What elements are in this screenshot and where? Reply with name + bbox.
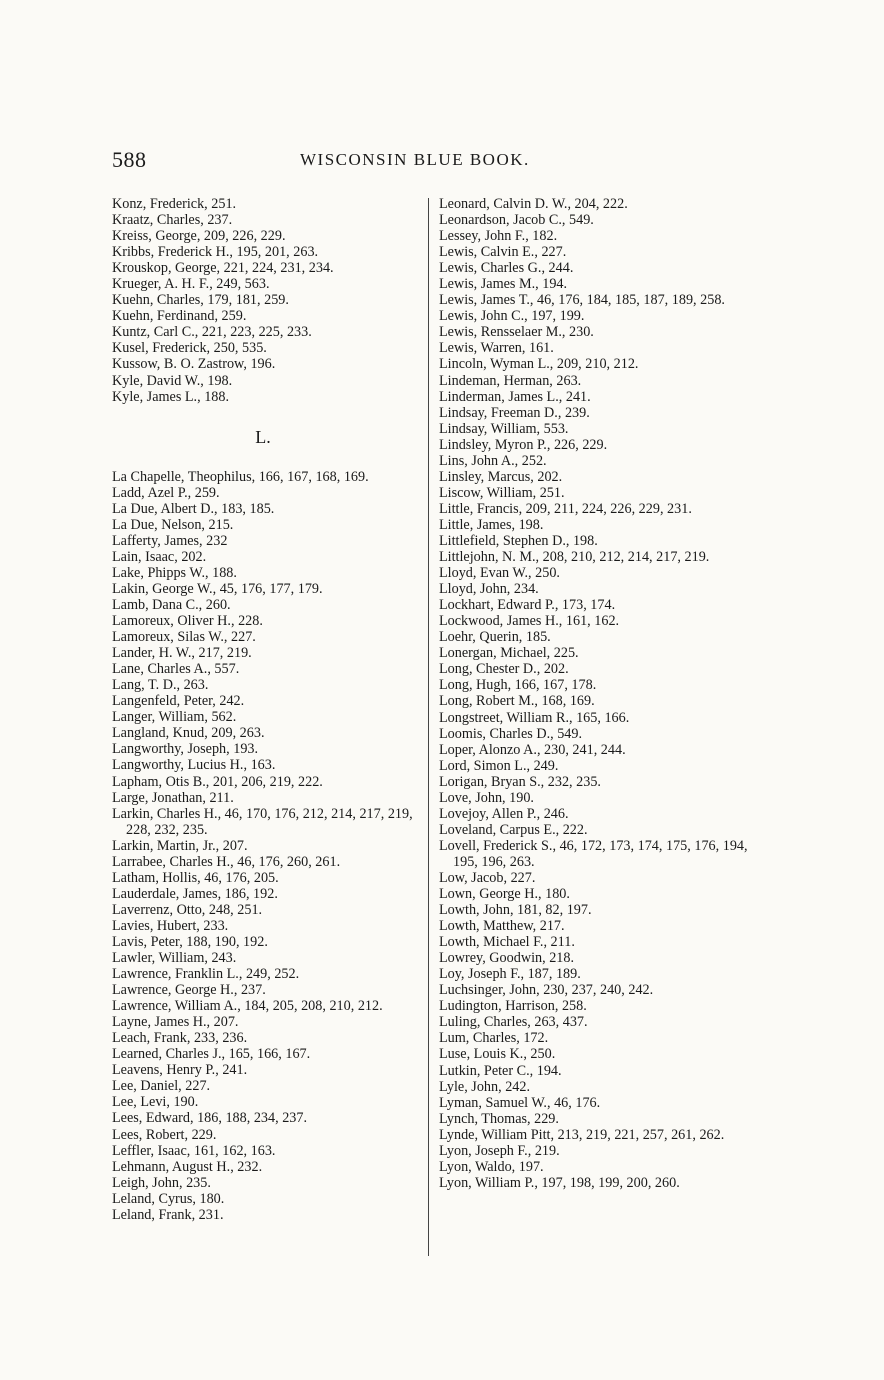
l-entries — [112, 469, 420, 1223]
index-entry: Langworthy, Joseph, 193. — [112, 741, 259, 758]
index-entry: Lamoreux, Silas W., 227. — [112, 629, 256, 646]
index-entry: Luling, Charles, 263, 437. — [439, 1014, 588, 1031]
index-entry: Kyle, David W., 198. — [112, 372, 233, 389]
index-entry: Loper, Alonzo A., 230, 241, 244. — [439, 741, 626, 758]
index-entry: Linderman, James L., 241. — [439, 388, 591, 405]
index-entry: Lane, Charles A., 557. — [112, 661, 240, 678]
index-entry: Lown, George H., 180. — [439, 886, 570, 903]
index-entry: Lamoreux, Oliver H., 228. — [112, 613, 263, 630]
index-entry: Loomis, Charles D., 549. — [439, 725, 583, 742]
index-entry: Lowth, John, 181, 82, 197. — [439, 902, 592, 919]
index-entry: Learned, Charles J., 165, 166, 167. — [112, 1046, 311, 1063]
index-entry: Lonergan, Michael, 225. — [439, 645, 579, 662]
index-entry: Long, Robert M., 168, 169. — [439, 693, 595, 710]
index-entry: Leavens, Henry P., 241. — [112, 1062, 248, 1079]
index-entry: Liscow, William, 251. — [439, 484, 565, 501]
index-entry: Kribbs, Frederick H., 195, 201, 263. — [112, 244, 319, 261]
index-entry: Kreiss, George, 209, 226, 229. — [112, 228, 286, 245]
index-entry: Kuehn, Charles, 179, 181, 259. — [112, 292, 289, 309]
index-entry: Lewis, James M., 194. — [439, 276, 568, 293]
index-entry: Lee, Levi, 190. — [112, 1094, 199, 1111]
index-entry: Lamb, Dana C., 260. — [112, 596, 231, 613]
index-entry: Lafferty, James, 232 — [112, 532, 228, 549]
index-entry: Large, Jonathan, 211. — [112, 789, 234, 806]
index-entry: Lincoln, Wyman L., 209, 210, 212. — [439, 356, 639, 373]
left-column — [112, 196, 420, 1223]
index-entry: Lewis, Warren, 161. — [439, 340, 554, 357]
index-entry: Low, Jacob, 227. — [439, 869, 536, 886]
index-entry: Lees, Edward, 186, 188, 234, 237. — [112, 1110, 308, 1127]
index-entry: Lee, Daniel, 227. — [112, 1078, 211, 1095]
section-letter: L. — [255, 426, 271, 447]
index-entry: Lyle, John, 242. — [439, 1078, 531, 1095]
index-entry: Lockwood, James H., 161, 162. — [439, 613, 620, 630]
index-entry: Leonard, Calvin D. W., 204, 222. — [439, 196, 628, 212]
index-entry: Linsley, Marcus, 202. — [439, 468, 563, 485]
index-entry: Kuehn, Ferdinand, 259. — [112, 308, 247, 325]
index-entry: Lessey, John F., 182. — [439, 228, 558, 245]
index-entry: Lyon, William P., 197, 198, 199, 200, 260. — [439, 1174, 680, 1191]
index-entry: Leffler, Isaac, 161, 162, 163. — [112, 1142, 276, 1159]
index-entry: Lawrence, George H., 237. — [112, 982, 266, 999]
index-entry: Littlejohn, N. M., 208, 210, 212, 214, 217, 219. — [439, 549, 710, 566]
index-entry: Loehr, Querin, 185. — [439, 629, 551, 646]
index-entry: Lakin, George W., 45, 176, 177, 179. — [112, 580, 323, 597]
index-entry: Langer, William, 562. — [112, 709, 237, 726]
index-entry: Lutkin, Peter C., 194. — [439, 1062, 562, 1079]
index-entry: Lindsay, Freeman D., 239. — [439, 404, 590, 421]
index-entry: Lawrence, William A., 184, 205, 208, 210, 212. — [112, 998, 383, 1015]
index-entry: Kusel, Frederick, 250, 535. — [112, 340, 267, 357]
index-entry: Kraatz, Charles, 237. — [112, 212, 233, 229]
index-entry: Larrabee, Charles H., 46, 176, 260, 261. — [112, 853, 341, 870]
index-entry: Lindsley, Myron P., 226, 229. — [439, 436, 608, 453]
l-entries-continued — [439, 196, 751, 1191]
index-entry: Larkin, Charles H., 46, 170, 176, 212, 214, 217, 219, 228, 232, 235. — [112, 805, 413, 838]
index-entry: Lander, H. W., 217, 219. — [112, 645, 252, 662]
index-entry: Long, Hugh, 166, 167, 178. — [439, 677, 597, 694]
index-entry: Little, Francis, 209, 211, 224, 226, 229, 231. — [439, 500, 692, 517]
index-entry: Langland, Knud, 209, 263. — [112, 725, 265, 742]
index-entry: Lord, Simon L., 249. — [439, 757, 559, 774]
index-entry: Luse, Louis K., 250. — [439, 1046, 556, 1063]
index-entry: Ludington, Harrison, 258. — [439, 998, 587, 1015]
index-entry: Lovejoy, Allen P., 246. — [439, 805, 569, 822]
index-entry: Lloyd, John, 234. — [439, 581, 539, 598]
index-entry: Leland, Frank, 231. — [112, 1206, 224, 1223]
index-entry: Lowrey, Goodwin, 218. — [439, 950, 575, 967]
index-entry: Lain, Isaac, 202. — [112, 548, 207, 565]
index-entry: Lins, John A., 252. — [439, 452, 547, 469]
index-entry: Luchsinger, John, 230, 237, 240, 242. — [439, 982, 654, 999]
index-entry: Lapham, Otis B., 201, 206, 219, 222. — [112, 773, 323, 790]
index-entry: Lewis, Calvin E., 227. — [439, 244, 567, 261]
index-entry: Lowth, Michael F., 211. — [439, 934, 575, 951]
running-head: WISCONSIN BLUE BOOK. — [300, 150, 530, 169]
index-entry: La Chapelle, Theophilus, 166, 167, 168, 169. — [112, 468, 369, 485]
index-entry: Kyle, James L., 188. — [112, 388, 230, 405]
index-entry: Lake, Phipps W., 188. — [112, 564, 237, 581]
index-entry: Lorigan, Bryan S., 232, 235. — [439, 773, 601, 790]
index-entry: Kussow, B. O. Zastrow, 196. — [112, 356, 276, 373]
column-divider — [428, 198, 429, 1256]
index-entry: Love, John, 190. — [439, 789, 534, 806]
index-entry: La Due, Albert D., 183, 185. — [112, 500, 275, 517]
index-entry: Lyon, Joseph F., 219. — [439, 1142, 560, 1159]
index-entry: Lang, T. D., 263. — [112, 677, 209, 694]
right-column — [439, 196, 751, 1191]
index-entry: Lovell, Frederick S., 46, 172, 173, 174, 175, 176, 194, 195, 196, 263. — [439, 837, 748, 870]
page-number: 588 — [112, 147, 147, 172]
index-entry: Laverrenz, Otto, 248, 251. — [112, 901, 263, 918]
index-entry: Krouskop, George, 221, 224, 231, 234. — [112, 260, 334, 277]
index-entry: Leland, Cyrus, 180. — [112, 1190, 225, 1207]
index-entry: Langenfeld, Peter, 242. — [112, 693, 245, 710]
index-entry: Lehmann, August H., 232. — [112, 1158, 263, 1175]
index-entry: Lewis, Charles G., 244. — [439, 260, 574, 277]
index-entry: Loy, Joseph F., 187, 189. — [439, 966, 581, 983]
index-entry: Leonardson, Jacob C., 549. — [439, 212, 594, 229]
index-entry: Lawrence, Franklin L., 249, 252. — [112, 966, 300, 983]
index-entry: Lyon, Waldo, 197. — [439, 1158, 544, 1175]
k-entries — [112, 196, 420, 405]
index-entry: Loveland, Carpus E., 222. — [439, 821, 588, 838]
index-entry: Langworthy, Lucius H., 163. — [112, 757, 276, 774]
index-entry: La Due, Nelson, 215. — [112, 516, 234, 533]
index-entry: Lockhart, Edward P., 173, 174. — [439, 597, 616, 614]
index-entry: Lewis, Rensselaer M., 230. — [439, 324, 594, 341]
index-entry: Latham, Hollis, 46, 176, 205. — [112, 869, 279, 886]
index-entry: Little, James, 198. — [439, 516, 544, 533]
index-entry: Leach, Frank, 233, 236. — [112, 1030, 248, 1047]
index-entry: Long, Chester D., 202. — [439, 661, 569, 678]
index-entry: Lauderdale, James, 186, 192. — [112, 885, 278, 902]
index-entry: Lavis, Peter, 188, 190, 192. — [112, 933, 268, 950]
index-entry: Lawler, William, 243. — [112, 950, 237, 967]
index-entry: Larkin, Martin, Jr., 207. — [112, 837, 248, 854]
index-entry: Krueger, A. H. F., 249, 563. — [112, 276, 270, 293]
index-entry: Ladd, Azel P., 259. — [112, 484, 220, 501]
index-entry: Kuntz, Carl C., 221, 223, 225, 233. — [112, 324, 312, 341]
index-entry: Lewis, James T., 46, 176, 184, 185, 187, 189, 258. — [439, 292, 725, 309]
index-entry: Lees, Robert, 229. — [112, 1126, 217, 1143]
index-entry: Lavies, Hubert, 233. — [112, 917, 229, 934]
index-entry: Lyman, Samuel W., 46, 176. — [439, 1094, 601, 1111]
index-entry: Littlefield, Stephen D., 198. — [439, 532, 598, 549]
index-entry: Lewis, John C., 197, 199. — [439, 308, 585, 325]
index-entry: Leigh, John, 235. — [112, 1174, 211, 1191]
index-entry: Lowth, Matthew, 217. — [439, 918, 565, 935]
index-entry: Lloyd, Evan W., 250. — [439, 565, 560, 582]
index-entry: Lindeman, Herman, 263. — [439, 372, 582, 389]
index-entry: Lynde, William Pitt, 213, 219, 221, 257, 261, 262. — [439, 1126, 725, 1143]
index-entry: Layne, James H., 207. — [112, 1014, 239, 1031]
index-entry: Longstreet, William R., 165, 166. — [439, 709, 630, 726]
index-entry: Konz, Frederick, 251. — [112, 196, 237, 212]
index-entry: Lum, Charles, 172. — [439, 1030, 549, 1047]
index-entry: Lynch, Thomas, 229. — [439, 1110, 559, 1127]
index-entry: Lindsay, William, 553. — [439, 420, 569, 437]
